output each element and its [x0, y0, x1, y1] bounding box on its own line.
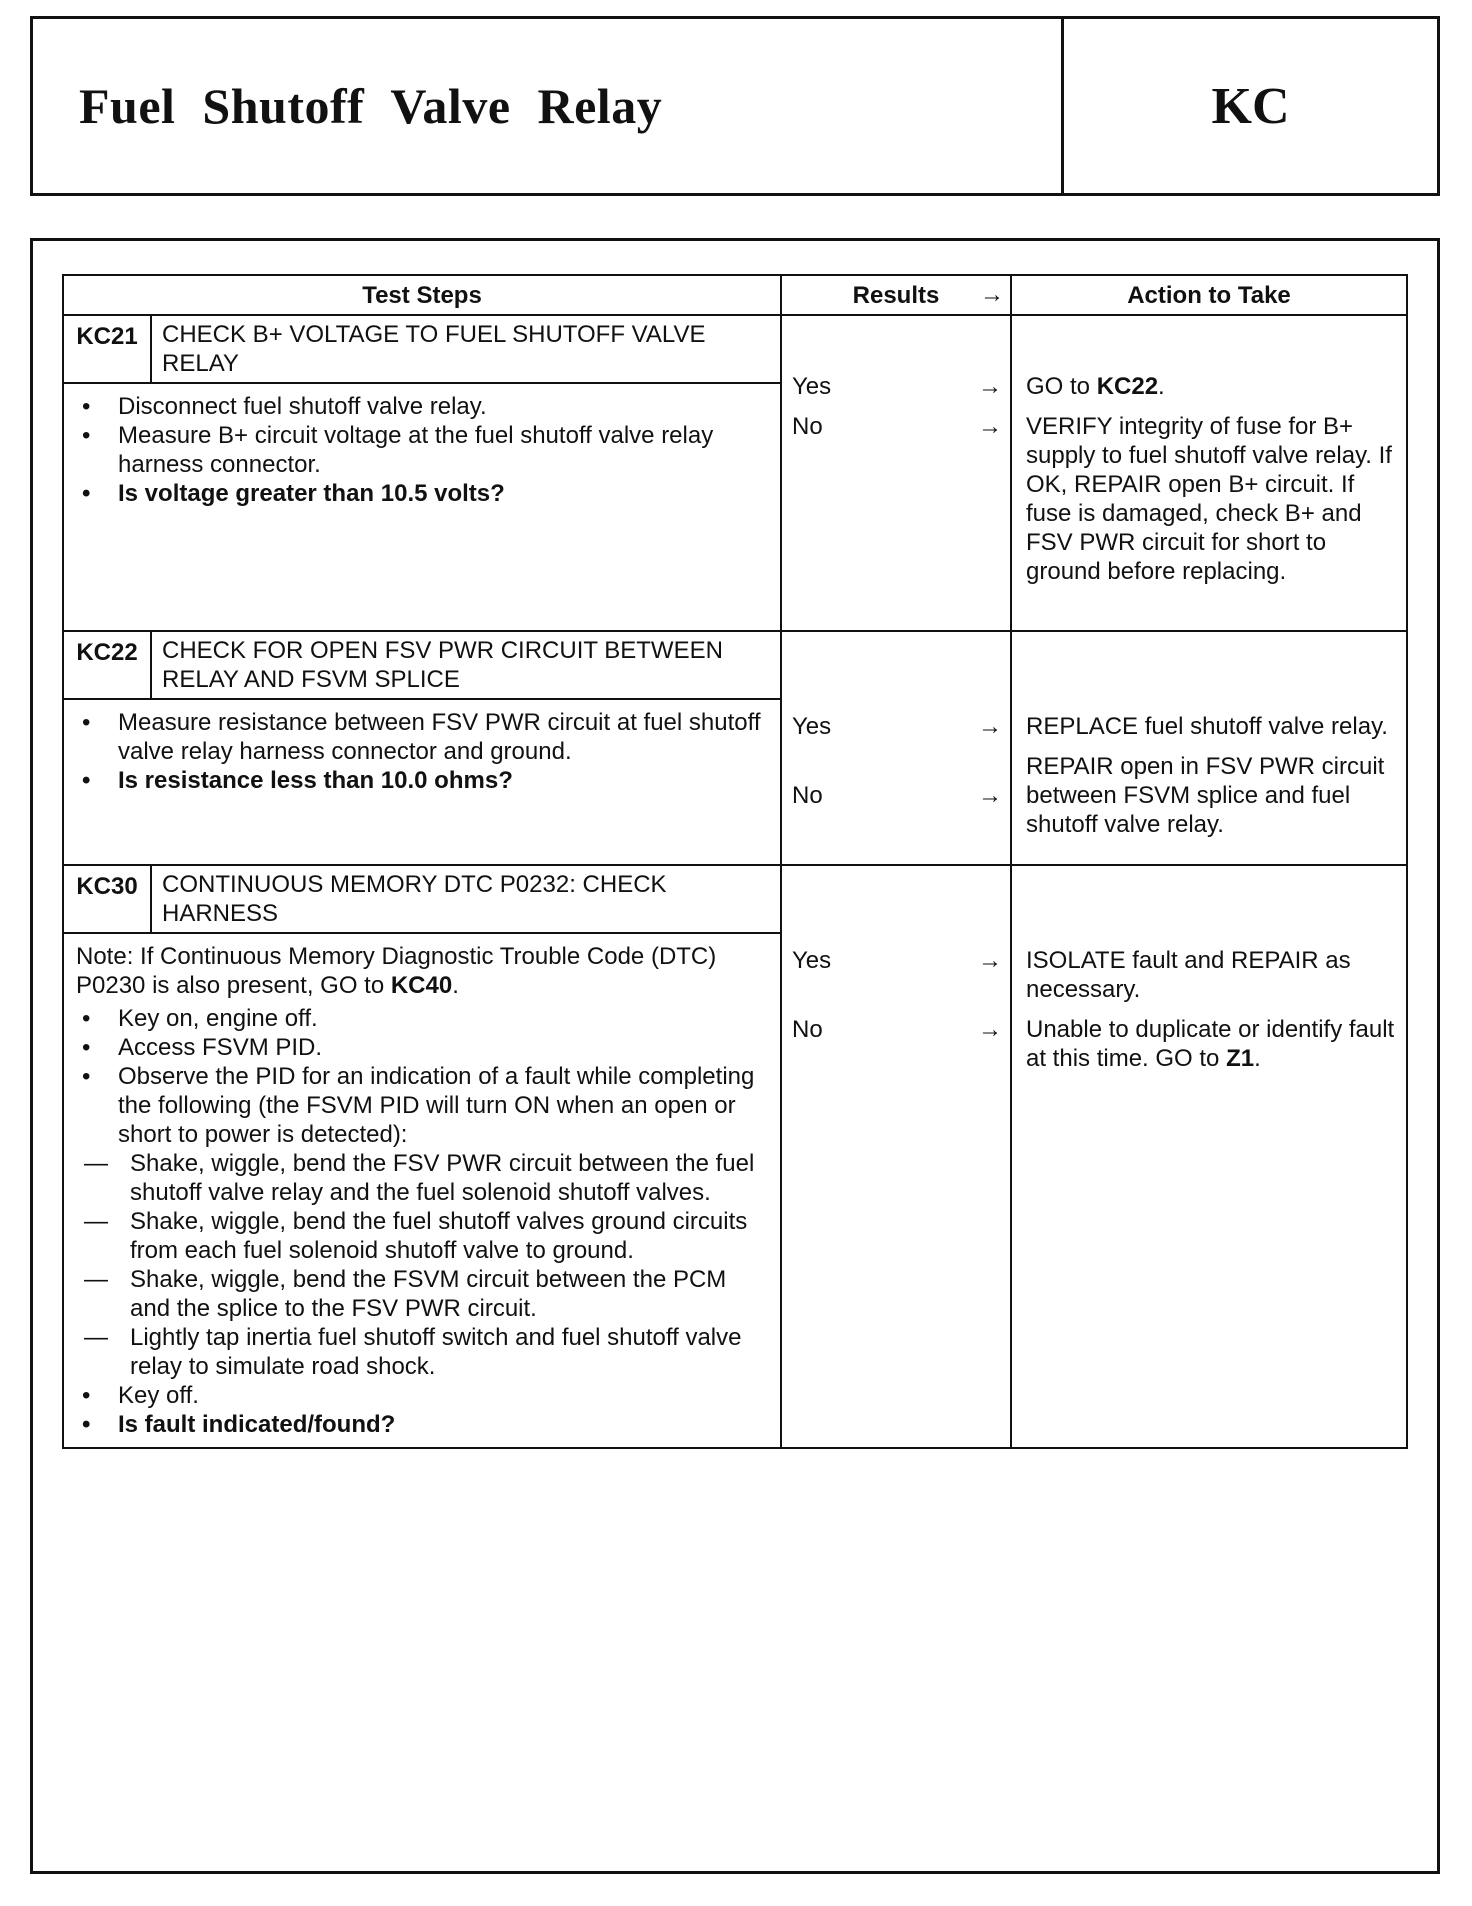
arrow-icon: →: [980, 281, 1004, 308]
col-results: [781, 275, 1011, 315]
dash-icon: —: [84, 1266, 108, 1293]
step-text: Measure resistance between FSV PWR circuit at fuel shutoff valve relay harness connector and ground.: [118, 709, 761, 765]
result-no-label: No: [792, 413, 823, 440]
note-text: Note: If Continuous Memory Diagnostic Trouble Code (DTC) P0230 is also present, GO to: [76, 943, 717, 999]
bullet-icon: •: [82, 1034, 91, 1061]
page-title: Fuel Shutoff Valve Relay: [33, 19, 1064, 193]
step-text: Key off.: [118, 1382, 199, 1409]
col-test-steps: Test Steps: [63, 275, 781, 315]
arrow-icon: →: [978, 373, 1002, 400]
sub-list-item: [76, 1149, 770, 1207]
step-actions: [1011, 315, 1407, 631]
bullet-icon: •: [82, 422, 91, 449]
result-yes: [792, 712, 1004, 741]
action-yes: [1026, 372, 1400, 401]
step-kc22-title-row: [63, 631, 1407, 699]
step-reference-link[interactable]: Z1: [1226, 1045, 1255, 1072]
list-item: [76, 1381, 770, 1410]
result-no: [792, 412, 1004, 441]
step-instructions: [63, 383, 781, 631]
col-action: Action to Take: [1011, 275, 1407, 315]
bullet-icon: •: [82, 1005, 91, 1032]
col-results-label: Results: [852, 281, 940, 309]
list-item: [76, 1410, 770, 1439]
note-text: .: [452, 972, 459, 999]
step-question: Is resistance less than 10.0 ohms?: [118, 767, 513, 794]
step-reference-link[interactable]: KC40: [390, 972, 453, 999]
diagnostic-table: [62, 274, 1408, 1449]
arrow-icon: →: [978, 947, 1002, 974]
result-yes-label: Yes: [792, 713, 832, 740]
step-actions: [1011, 631, 1407, 865]
sub-step-text: Shake, wiggle, bend the FSVM circuit between the PCM and the splice to the FSV PWR circuit.: [130, 1266, 727, 1322]
arrow-icon: →: [978, 413, 1002, 440]
step-code: KC21: [63, 315, 151, 383]
step-results: [781, 315, 1011, 631]
step-text: Access FSVM PID.: [118, 1034, 323, 1061]
arrow-icon: →: [978, 782, 1002, 809]
result-no: [792, 781, 1004, 810]
list-item: [76, 1062, 770, 1149]
action-no: REPAIR open in FSV PWR circuit between FSVM splice and fuel shutoff valve relay.: [1026, 753, 1385, 838]
result-yes-label: Yes: [792, 947, 832, 974]
list-item: [76, 708, 770, 766]
action-yes: ISOLATE fault and REPAIR as necessary.: [1026, 947, 1351, 1003]
action-yes: REPLACE fuel shutoff valve relay.: [1026, 713, 1388, 740]
step-question: Is fault indicated/found?: [118, 1411, 396, 1438]
arrow-icon: →: [978, 1016, 1002, 1043]
result-yes: [792, 946, 1004, 975]
step-title: CHECK B+ VOLTAGE TO FUEL SHUTOFF VALVE RELAY: [151, 315, 781, 383]
step-text: Key on, engine off.: [118, 1005, 318, 1032]
action-text: GO to: [1026, 373, 1097, 400]
step-instructions: [63, 699, 781, 865]
step-text: Measure B+ circuit voltage at the fuel shutoff valve relay harness connector.: [118, 422, 714, 478]
list-item: [76, 392, 770, 421]
page-header: [30, 16, 1440, 196]
bullet-icon: •: [82, 393, 91, 420]
action-text: .: [1254, 1045, 1261, 1072]
dash-icon: —: [84, 1208, 108, 1235]
step-results: [781, 865, 1011, 1448]
result-no-label: No: [792, 1016, 823, 1043]
sub-step-text: Lightly tap inertia fuel shutoff switch and fuel shutoff valve relay to simulate road shock.: [130, 1324, 742, 1380]
bullet-icon: •: [82, 1063, 91, 1090]
action-no: VERIFY integrity of fuse for B+ supply to fuel shutoff valve relay. If OK, REPAIR open B+ circuit. If fuse is damaged, check B+ and FSV PWR circuit for short to ground before replacing.: [1026, 413, 1392, 585]
bullet-icon: •: [82, 1382, 91, 1409]
step-title: CONTINUOUS MEMORY DTC P0232: CHECK HARNESS: [151, 865, 781, 933]
sub-list-item: [76, 1323, 770, 1381]
step-code: KC22: [63, 631, 151, 699]
step-text: Disconnect fuel shutoff valve relay.: [118, 393, 487, 420]
result-no-label: No: [792, 782, 823, 809]
step-reference-link[interactable]: KC22: [1096, 373, 1159, 400]
arrow-icon: →: [978, 713, 1002, 740]
action-text: Unable to duplicate or identify fault at this time. GO to: [1026, 1016, 1395, 1072]
step-results: [781, 631, 1011, 865]
sub-list-item: [76, 1265, 770, 1323]
step-note: [76, 942, 770, 1000]
sub-step-text: Shake, wiggle, bend the FSV PWR circuit between the fuel shutoff valve relay and the fuel solenoid shutoff valves.: [130, 1150, 755, 1206]
step-actions: [1011, 865, 1407, 1448]
action-no: [1026, 1015, 1400, 1073]
result-no: [792, 1015, 1004, 1044]
bullet-icon: •: [82, 1411, 91, 1438]
result-yes-label: Yes: [792, 373, 832, 400]
step-kc30-title-row: [63, 865, 1407, 933]
dash-icon: —: [84, 1324, 108, 1351]
step-question: Is voltage greater than 10.5 volts?: [118, 480, 505, 507]
step-instructions: [63, 933, 781, 1448]
list-item: [76, 1033, 770, 1062]
list-item: [76, 766, 770, 795]
list-item: [76, 421, 770, 479]
bullet-icon: •: [82, 709, 91, 736]
sub-list-item: [76, 1207, 770, 1265]
step-text: Observe the PID for an indication of a fault while completing the following (the FSVM PID will turn ON when an open or short to power is detected):: [118, 1063, 755, 1148]
bullet-icon: •: [82, 767, 91, 794]
bullet-icon: •: [82, 480, 91, 507]
sub-step-text: Shake, wiggle, bend the fuel shutoff valves ground circuits from each fuel solenoid shutoff valve to ground.: [130, 1208, 748, 1264]
list-item: [76, 479, 770, 508]
section-code: KC: [1211, 77, 1290, 135]
dash-icon: —: [84, 1150, 108, 1177]
step-title: CHECK FOR OPEN FSV PWR CIRCUIT BETWEEN RELAY AND FSVM SPLICE: [151, 631, 781, 699]
list-item: [76, 1004, 770, 1033]
action-text: .: [1158, 373, 1165, 400]
step-kc21-title-row: [63, 315, 1407, 383]
step-code: KC30: [63, 865, 151, 933]
result-yes: [792, 372, 1004, 401]
table-header-row: [63, 275, 1407, 315]
